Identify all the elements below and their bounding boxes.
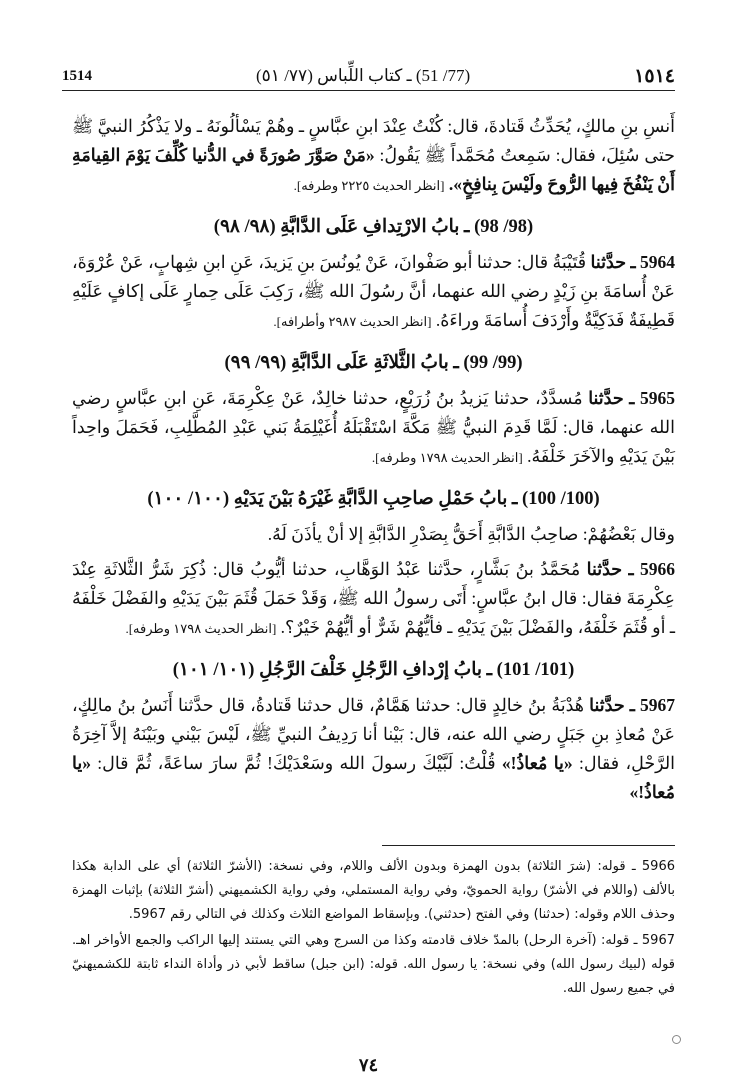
chapter-heading-101: (101/ 101) ـ بابُ إرْدافِ الرَّجُلِ خَلْفَ الرَّجُلِ (١٠١/ ١٠١): [172, 660, 575, 680]
footnote-divider: [382, 845, 675, 846]
hadith-lead: ـ حدَّثنا: [589, 695, 635, 715]
intro-ref: [انظر الحديث ٢٢٢٥ وطرفه].: [293, 178, 445, 193]
hadith-ref: [انظر الحديث ١٧٩٨ وطرفه].: [371, 450, 523, 465]
hadith-text: مُسدَّدٌ، حدثنا يَزيدُ بنُ زُرَيْعٍ، حدثنا خالِدٌ، عَنْ عِكْرِمَةَ، عَنِ ابنِ عبَّاسٍ رضي الله عنهما، قال: لَمَّا قَدِمَ النبيُّ ﷺ مَكَّةَ اسْتَقْبَلَهُ أُغَيْلِمَةُ بَني عَبْدِ المُطَّلِبِ، فَحَمَلَ واحِداً بَيْنَ يَدَيْهِ والآخَرَ خَلْفَهُ.: [72, 388, 675, 466]
hadith-text: هُدْبَةُ بنُ خالِدٍ قال: حدثنا هَمَّامٌ، قال حدثنا قَتادةُ، قال حدَّثنا أَنَسُ بنُ مالِكٍ، عَنْ مُعاذِ بنِ جَبَلٍ رضي الله عنه، قال: بَيْنا أنا رَدِيفُ النبيِّ ﷺ، لَيْسَ بَيْني وبَيْنَهُ إلاَّ آخِرَةُ الرَّحْلِ، فقال:: [72, 695, 676, 773]
footnotes: [72, 855, 675, 1003]
intro-text: أَنسِ بنِ مالكٍ، يُحَدِّثُ قَتادةَ، قال: كُنْتُ عِنْدَ ابنِ عبَّاسٍ ـ وهُمْ يَسْألُونَهُ ـ ولا يَذْكُرُ النبيَّ ﷺ حتى سُئِلَ، فقال: سَمِعتُ مُحَمَّداً ﷺ يَقُولُ:: [72, 116, 676, 165]
intro-paragraph: [72, 112, 675, 200]
chapter-heading-99: (99/ 99) ـ بابُ الثَّلاثَةِ عَلَى الدَّابَّةِ (٩٩/ ٩٩): [224, 353, 523, 373]
hadith-lead: ـ حدَّثنا: [588, 388, 635, 408]
hadith-5965: [72, 384, 675, 472]
circle-mark-icon: [672, 1035, 681, 1044]
hadith-lead: ـ حدَّثنا: [590, 252, 636, 272]
hadith-number: 5967: [640, 695, 676, 715]
footnote-5967: 5967 ـ قوله: (آخرة الرحل) بالمدّ خلاف قادمته وكذا من السرج وهي التي يستند إليها الراكب والجمع الأواخر اهـ. قوله (لبيك رسول الله) وفي نسخة: يا رسول الله. قوله: (ابن جبل) ساقط لأبي ذر وأداة النداء ثابتة للكشميهنيّ في جميع رسول الله.: [72, 933, 675, 996]
running-title: (77/ 51) ـ كتاب اللِّباس (٧٧/ ٥١): [256, 66, 471, 85]
hadith-text: مُحَمَّدُ بنُ بَشَّارٍ، حدَّثنا عَبْدُ الوَهَّابِ، حدثنا أيُّوبُ قال: ذُكِرَ شَرُّ الثَّلاثَةِ عِنْدَ عِكْرِمَةَ فقال: قال ابنُ عبَّاسٍ: أَتَى رسولُ الله ﷺ، وَقَدْ حَمَلَ قُثَمَ بَيْنَ يَدَيْهِ والفَضْلَ خَلْفَهُ ـ أو قُثَمَ خَلْفَهُ، والفَضْلَ بَيْنَ يَدَيْهِ ـ فأيُّهُمْ شَرٌّ أو أيُّهُمْ خَيْرٌ؟.: [72, 559, 675, 637]
page-header: [62, 62, 675, 91]
hadith-text: قُتَيْبَةُ قال: حدثنا أبو صَفْوانَ، عَنْ يُونُسَ بنِ يَزيدَ، عَنِ ابنِ شِهابٍ، عَنْ عُرْوَةَ، عَنْ أُسامَةَ بنِ زَيْدٍ رضي الله عنهما، أنَّ رسُولَ الله ﷺ، رَكِبَ عَلَى حِمارٍ عَلَى إكافٍ عَلَيْهِ قَطِيفَةٌ فَدَكِيَّةٌ وأَرْدَفَ أُسامَةَ وراءَهُ.: [72, 252, 675, 330]
hadith-quote-1: «يا مُعاذُ!»: [501, 753, 573, 773]
page-number-arabic: ١٥١٤: [634, 65, 675, 87]
hadith-number: 5964: [640, 252, 675, 272]
hadith-lead: ـ حدَّثنا: [586, 559, 634, 579]
chapter-heading-100: (100/ 100) ـ بابُ حَمْلِ صاحِبِ الدَّابَّةِ غَيْرَهُ بَيْنَ يَدَيْهِ (١٠٠/ ١٠٠): [147, 489, 600, 509]
footnote-5966: 5966 ـ قوله: (شرَ الثلاثة) بدون الهمزة وبدون الألف واللام، وفي نسخة: (الأشرّ الثلاثة) أي على الدابة هكذا بالألف (واللام في الأشرّ) رواية الحمويّ، وفي رواية المستملي، وفي رواية الكشميهني (أشرّ الثلاثة) بإثبات الهمزة وحذف اللام وقوله: (حدثنا) وفي الفتح (حدثني). وبإسقاط المواضع الثلاث وكذلك في التالي رقم 5967.: [72, 859, 675, 922]
hadith-text-mid: قُلْتُ: لَبَّيْكَ رسولَ الله وسَعْدَيْكَ! ثُمَّ سارَ ساعَةً، ثُمَّ قال:: [97, 753, 496, 773]
hadith-number: 5966: [640, 559, 675, 579]
intro-quote: «مَنْ صَوَّرَ صُورَةً في الدُّنيا كُلِّفَ يَوْمَ القِيامَةِ أَنْ يَنْفُخَ فِيها الرُّوحَ ولَيْسَ بِنافِخٍ».: [72, 145, 675, 194]
hadith-ref: [انظر الحديث ١٧٩٨ وطرفه].: [125, 621, 277, 636]
hadith-quote-2: «يا مُعاذُ!»: [72, 753, 675, 802]
hadith-5966: [72, 555, 675, 643]
main-text: [72, 112, 675, 813]
hadith-number: 5965: [640, 388, 675, 408]
hadith-5964: [72, 248, 675, 336]
page-number-latin: 1514: [62, 67, 92, 84]
chapter-heading-98: (98/ 98) ـ بابُ الارْتِدافِ عَلَى الدَّابَّةِ (٩٨/ ٩٨): [213, 217, 534, 237]
folio-number: ٧٤: [358, 1055, 379, 1075]
hadith-ref: [انظر الحديث ٢٩٨٧ وأطرافه].: [273, 314, 432, 329]
chapter-note-100: وقال بَعْضُهُمْ: صاحِبُ الدَّابَّةِ أَحَقُّ بِصَدْرِ الدَّابَّةِ إلا أنْ يأذَنَ لَهُ.: [267, 524, 675, 544]
hadith-5967: [72, 691, 675, 807]
